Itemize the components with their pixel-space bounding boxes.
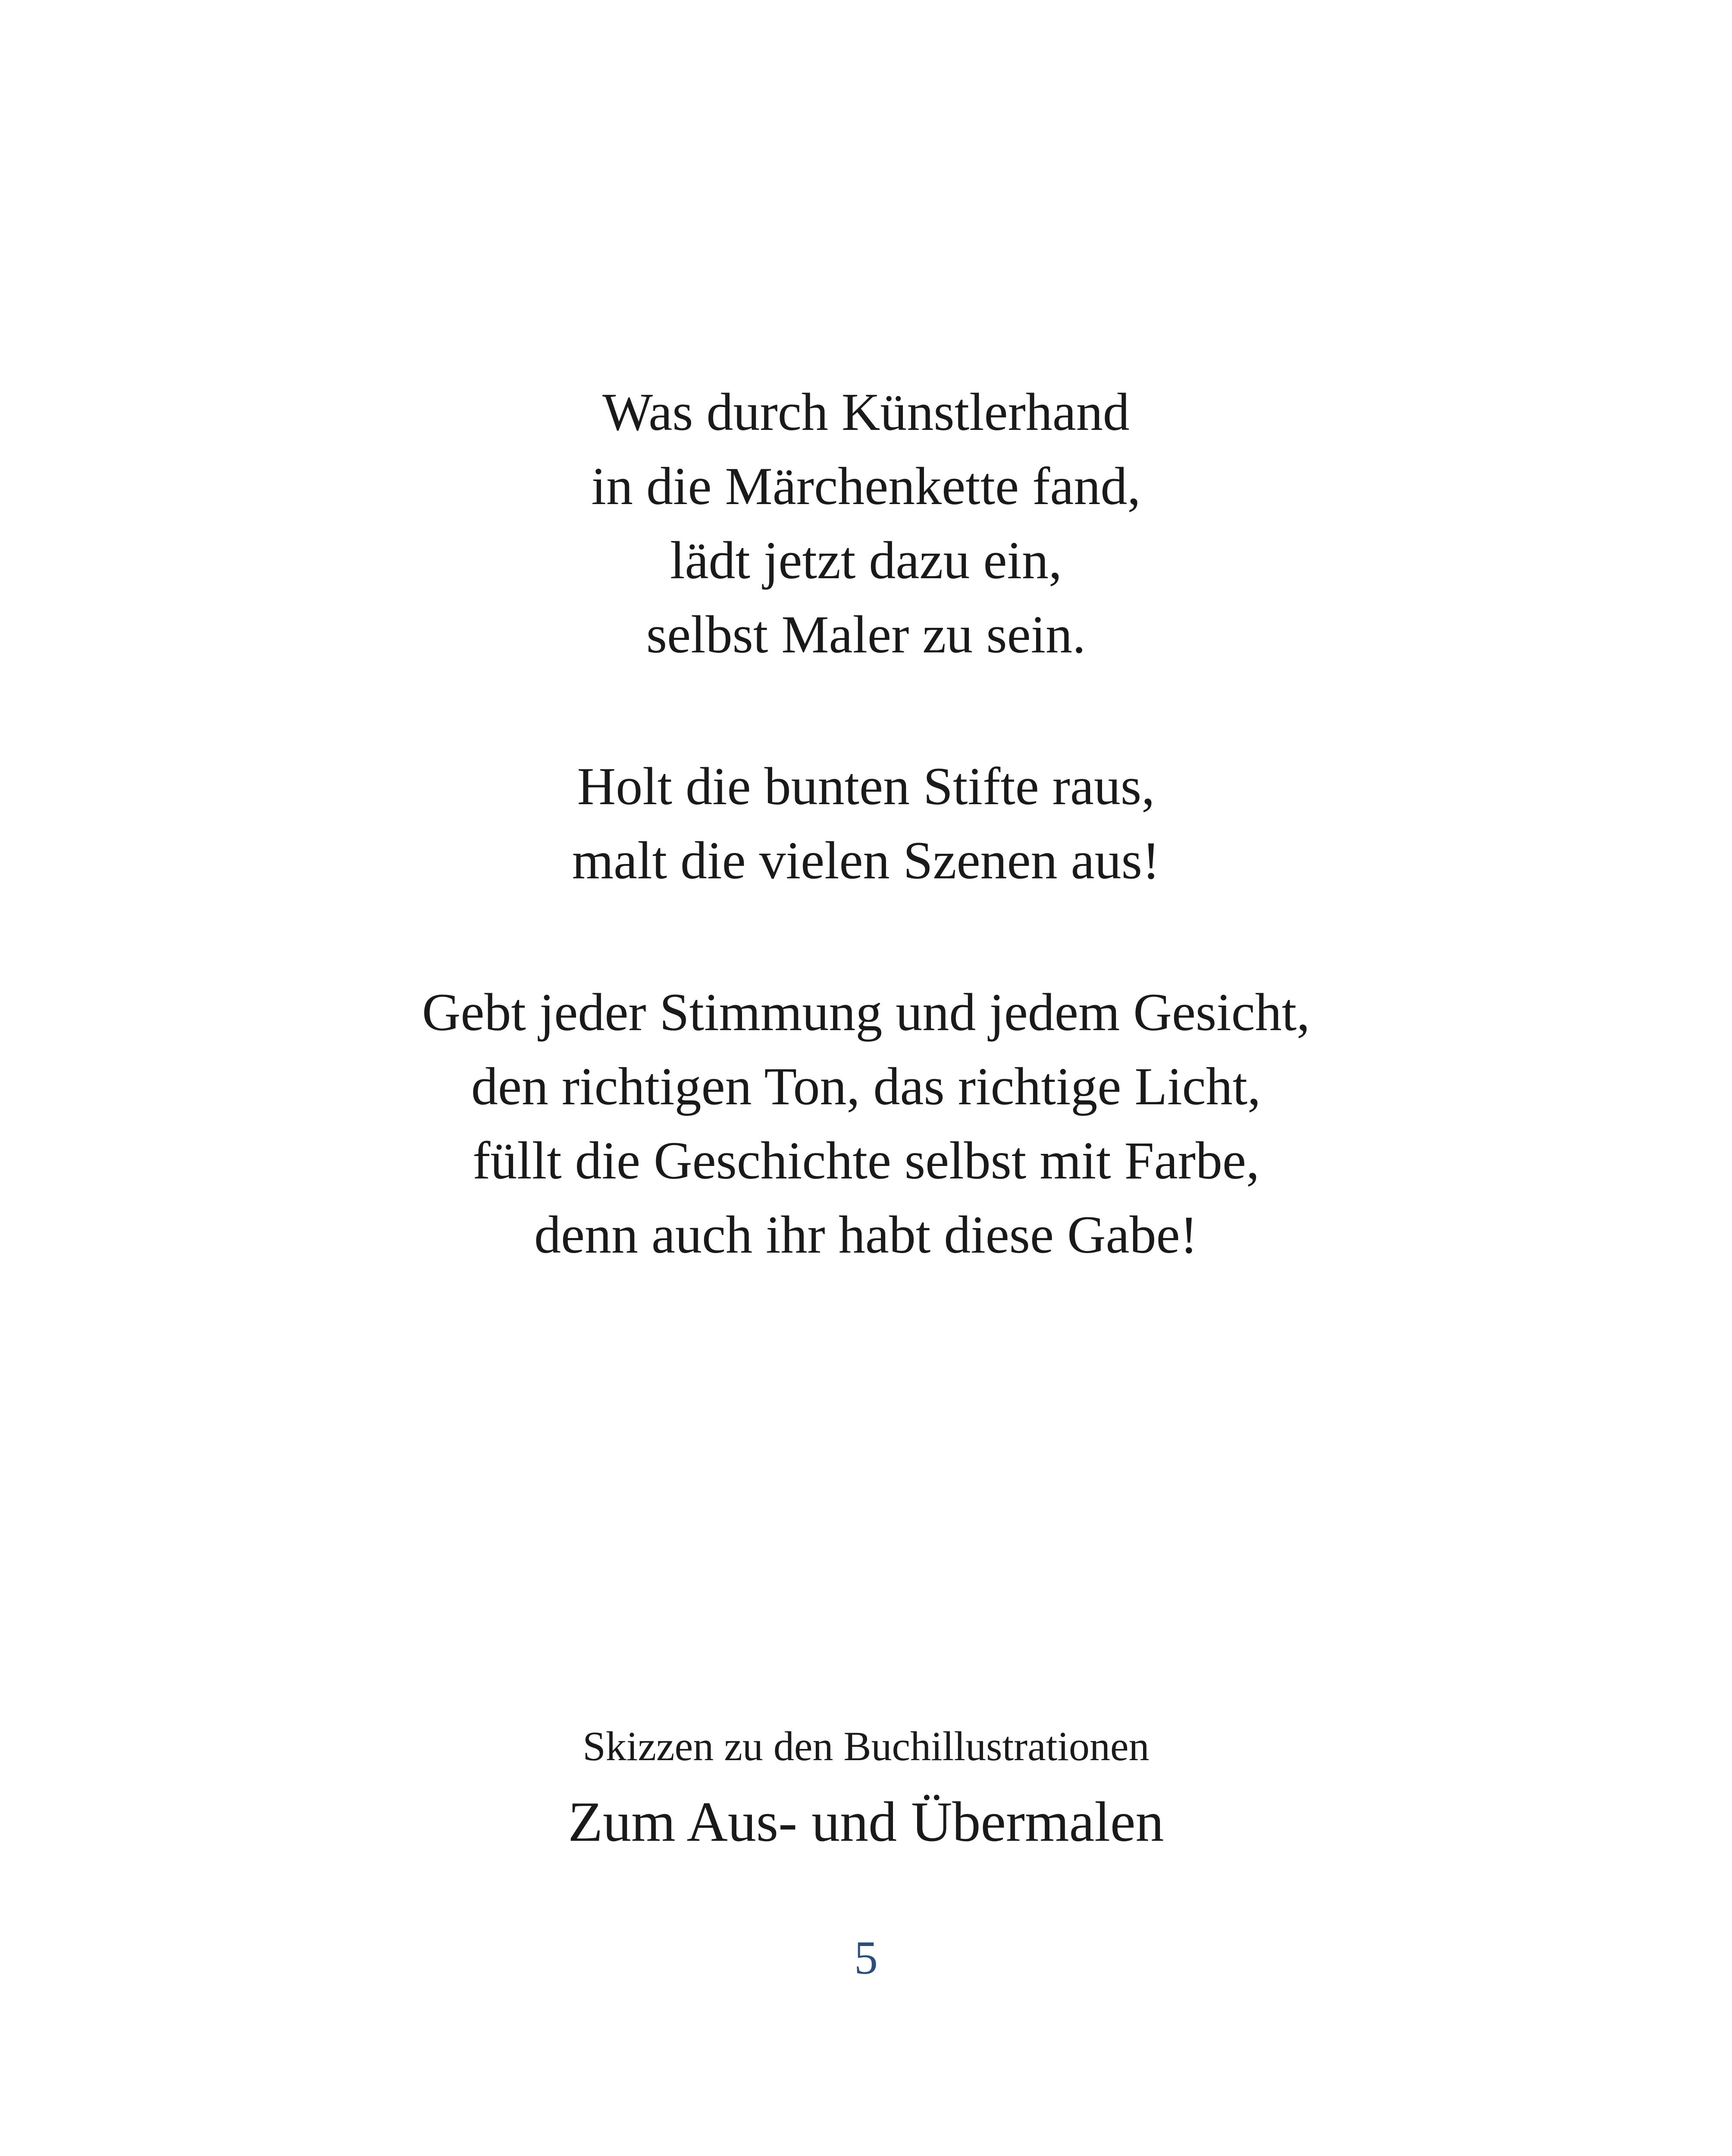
poem-line: lädt jetzt dazu ein,	[670, 531, 1062, 590]
poem-line: Gebt jeder Stimmung und jedem Gesicht,	[422, 983, 1310, 1042]
poem-line: den richtigen Ton, das richtige Licht,	[471, 1057, 1261, 1116]
stanza-1	[0, 375, 1732, 672]
poem-line: Was durch Künstlerhand	[602, 382, 1130, 442]
stanza-3	[0, 975, 1732, 1272]
page-number: 5	[854, 1931, 878, 1984]
poem-line: füllt die Geschichte selbst mit Farbe,	[472, 1131, 1260, 1190]
section-title: Zum Aus- und Übermalen	[568, 1790, 1164, 1853]
section-subtitle: Skizzen zu den Buchillustrationen	[583, 1723, 1149, 1769]
poem-line: denn auch ihr habt diese Gabe!	[534, 1205, 1198, 1264]
poem-line: in die Märchenkette fand,	[591, 457, 1141, 516]
poem-line: Holt die bunten Stifte raus,	[577, 757, 1155, 816]
poem-line: malt die vielen Szenen aus!	[572, 831, 1160, 890]
poem-line: selbst Maler zu sein.	[646, 605, 1086, 664]
stanza-2	[0, 749, 1732, 898]
